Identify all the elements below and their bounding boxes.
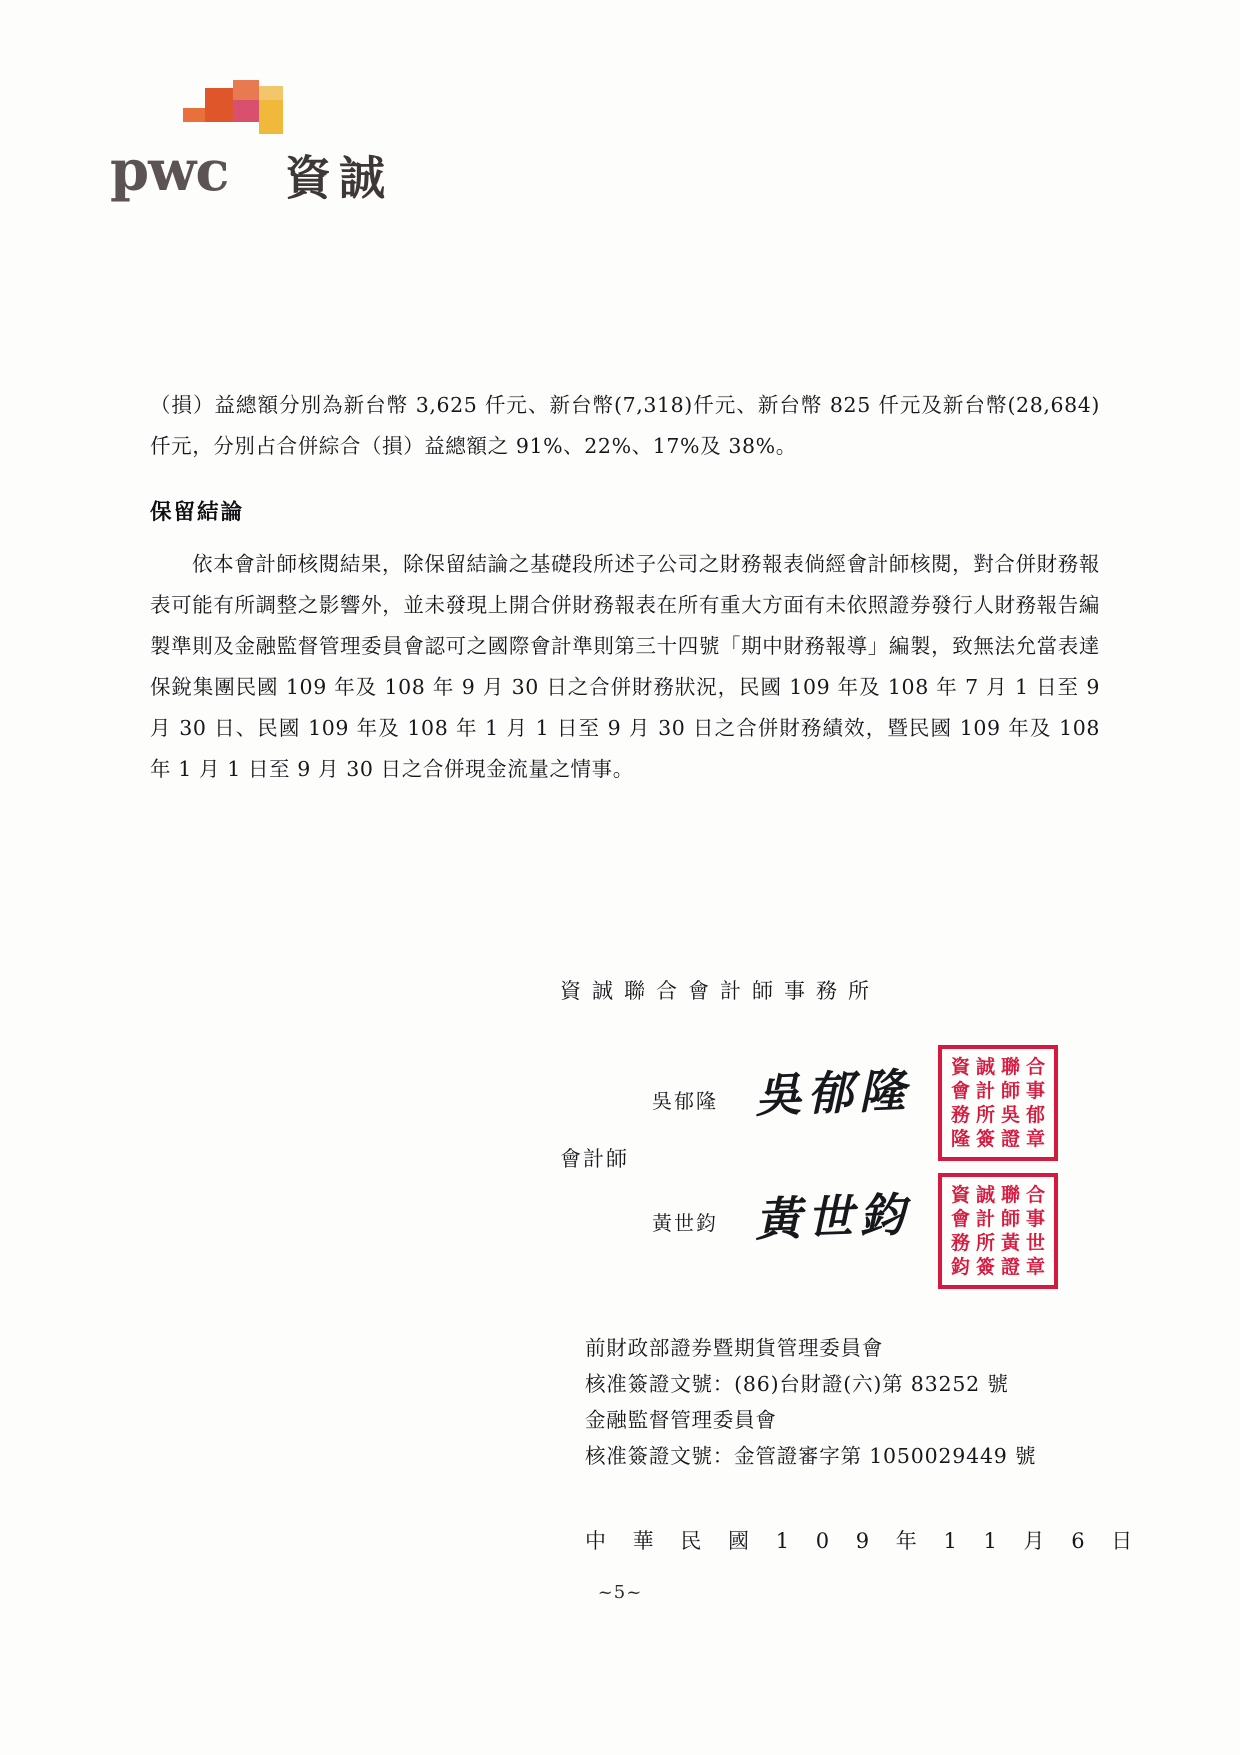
firm-name: 資誠聯合會計師事務所 — [560, 979, 880, 1003]
approval-authority-former: 前財政部證券暨期貨管理委員會 — [585, 1336, 884, 1360]
seal-char: 吳 — [1000, 1103, 1020, 1126]
seal-char: 會 — [950, 1207, 970, 1230]
seal-char: 郁 — [1025, 1103, 1045, 1126]
seal-char: 簽 — [975, 1255, 995, 1278]
seal-char: 事 — [1025, 1207, 1045, 1230]
seal-char: 章 — [1025, 1127, 1045, 1150]
signer-1-name: 吳郁隆 — [652, 1089, 718, 1113]
seal-char: 合 — [1025, 1183, 1045, 1206]
official-seal-2 — [938, 1173, 1058, 1289]
seal-char: 鈞 — [950, 1255, 970, 1278]
approval-authority-current: 金融監督管理委員會 — [585, 1408, 777, 1432]
document-date: 中 華 民 國 1 0 9 年 1 1 月 6 日 — [585, 1529, 1143, 1553]
page-number: ~5~ — [597, 1582, 643, 1603]
logo-square — [233, 80, 259, 100]
pwc-wordmark: pwc — [110, 138, 229, 204]
seal-char: 證 — [1000, 1255, 1020, 1278]
seal-char: 資 — [950, 1055, 970, 1078]
seal-char: 所 — [975, 1103, 995, 1126]
logo-square — [259, 100, 283, 134]
paragraph-conclusion: 依本會計師核閱結果，除保留結論之基礎段所述子公司之財務報表倘經會計師核閱，對合併財務報表可能有所調整之影響外，並未發現上開合併財務報表在所有重大方面有未依照證券發行人財務報告編製準則及金融監督管理委員會認可之國際會計準則第三十四號「期中財務報導」編製，致無法允當表達保銳集團民國 109 年及 108 年 9 月 30 日之合併財務狀況，民國 109 年及 108 年 7 月 1 日至 9 月 30 日、民國 109 年及 108 年 1 月 1 日至 9 月 30 日之合併財務績效，暨民國 109 年及 108 年 1 月 1 日至 9 月 30 日之合併現金流量之情事。 — [150, 552, 1100, 781]
document-body — [150, 385, 1100, 796]
seal-char: 證 — [1000, 1127, 1020, 1150]
signer-2-name: 黃世鈞 — [652, 1211, 718, 1235]
signature-rows — [560, 1035, 1120, 1278]
seal-char: 計 — [975, 1079, 995, 1102]
signer-2-signature: 黃世鈞 — [754, 1187, 912, 1247]
seal-char: 務 — [950, 1231, 970, 1254]
seal-char: 務 — [950, 1103, 970, 1126]
seal-char: 誠 — [975, 1183, 995, 1206]
paragraph-continuation: （損）益總額分別為新台幣 3,625 仟元、新台幣(7,318)仟元、新台幣 825 仟元及新台幣(28,684)仟元，分別占合併綜合（損）益總額之 91%、22%、17%及 38%。 — [150, 393, 1100, 458]
seal-char: 聯 — [1000, 1183, 1020, 1206]
seal-char: 簽 — [975, 1127, 995, 1150]
seal-char: 章 — [1025, 1255, 1045, 1278]
logo-square — [259, 86, 283, 100]
seal-1-grid — [948, 1055, 1048, 1151]
seal-char: 所 — [975, 1231, 995, 1254]
seal-char: 事 — [1025, 1079, 1045, 1102]
logo-square — [233, 100, 259, 122]
seal-char: 資 — [950, 1183, 970, 1206]
seal-char: 聯 — [1000, 1055, 1020, 1078]
seal-2-grid — [948, 1183, 1048, 1279]
pwc-logo — [110, 80, 530, 230]
signer-1-signature: 吳郁隆 — [754, 1063, 912, 1123]
approval-number-current: 核准簽證文號：金管證審字第 1050029449 號 — [585, 1444, 1037, 1468]
logo-square — [205, 88, 233, 122]
seal-char: 師 — [1000, 1207, 1020, 1230]
approval-number-former: 核准簽證文號：(86)台財證(六)第 83252 號 — [585, 1372, 1009, 1396]
approval-info — [585, 1330, 1105, 1474]
seal-char: 隆 — [950, 1127, 970, 1150]
seal-char: 黃 — [1000, 1231, 1020, 1254]
pwc-logo-mark-icon — [175, 80, 305, 142]
seal-char: 師 — [1000, 1079, 1020, 1102]
seal-char: 計 — [975, 1207, 995, 1230]
signature-block — [560, 975, 1120, 1278]
seal-char: 誠 — [975, 1055, 995, 1078]
pwc-chinese-name: 資誠 — [285, 151, 393, 205]
official-seal-1 — [938, 1045, 1058, 1161]
seal-char: 會 — [950, 1079, 970, 1102]
seal-char: 合 — [1025, 1055, 1045, 1078]
section-heading-qualified-conclusion: 保留結論 — [150, 500, 245, 525]
seal-char: 世 — [1025, 1231, 1045, 1254]
logo-square — [183, 108, 205, 122]
accountant-label: 會計師 — [560, 1147, 629, 1171]
